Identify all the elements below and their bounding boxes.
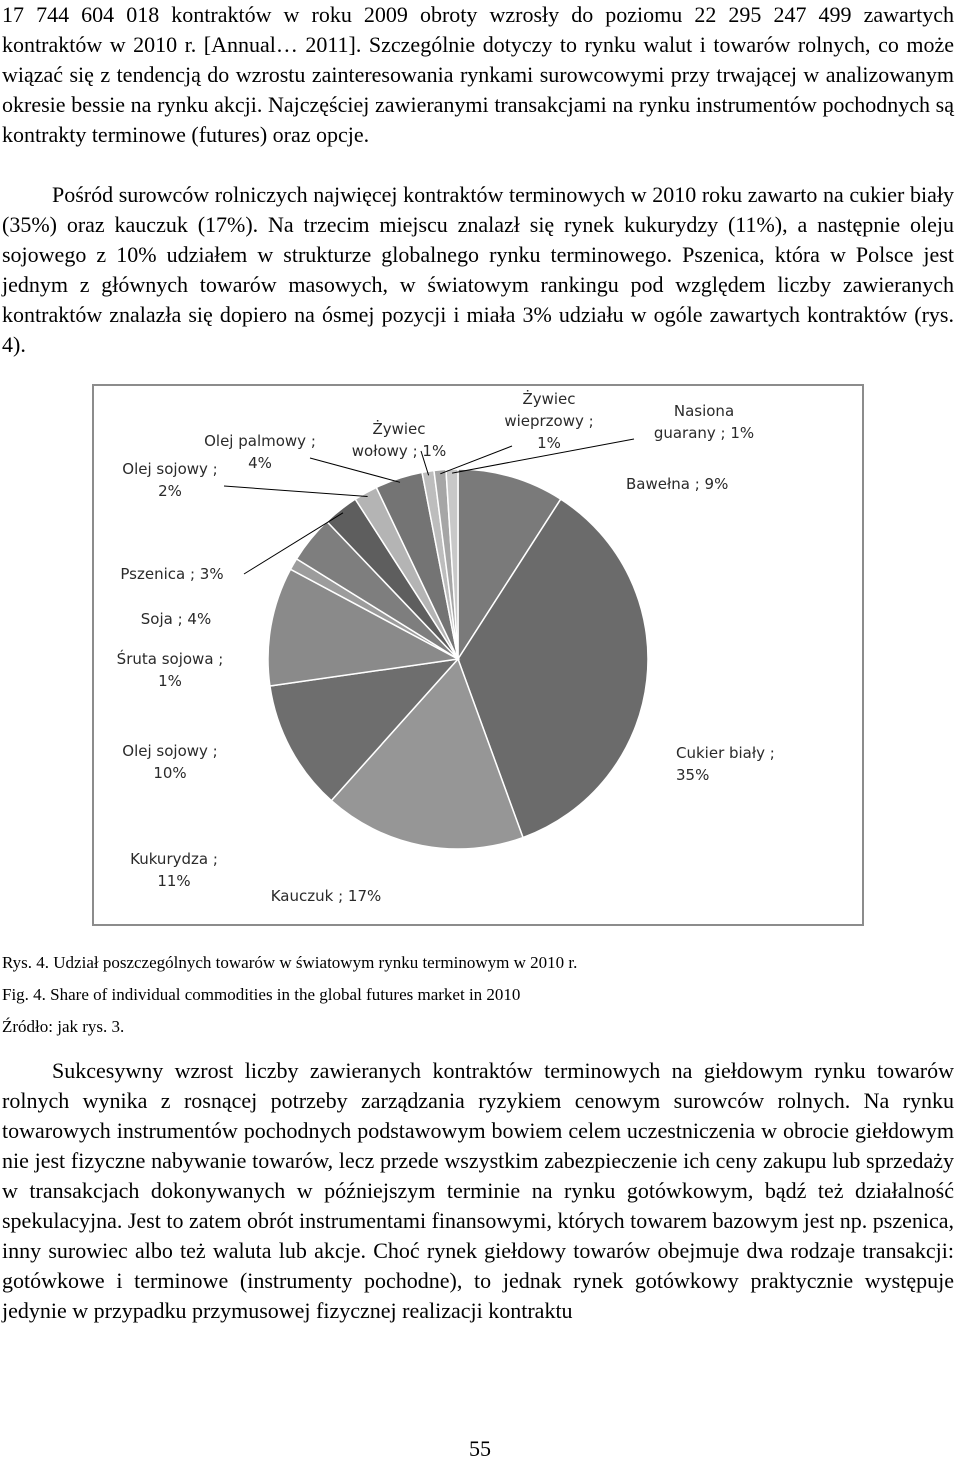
figure-caption-pl: Rys. 4. Udział poszczególnych towarów w światowym rynku terminowym w 2010 r. — [2, 953, 578, 972]
leader-line — [310, 458, 400, 482]
slice-label: Kukurydza ; 11% — [130, 850, 218, 890]
slice-label: Soja ; 4% — [140, 610, 212, 628]
slice-label: Bawełna ; 9% — [626, 475, 729, 493]
slice-label: Żywiec wołowy ; 1% — [351, 420, 447, 460]
slice-label: Olej sojowy ; 2% — [122, 460, 218, 500]
figure-source: Źródło: jak rys. 3. — [2, 1017, 125, 1036]
pie-chart — [94, 386, 862, 924]
leader-line — [224, 486, 368, 497]
page-number: 55 — [469, 1436, 491, 1461]
slice-label: Cukier biały ; 35% — [676, 744, 775, 784]
paragraph-2: Pośród surowców rolniczych najwięcej kontraktów terminowych w 2010 roku zawarto na cukier biały (35%) oraz kauczuk (17%). Na trzecim miejscu znalazł się rynek kukurydzy (11%), a następnie oleju sojowego z 10% udziałem w strukturze globalnego rynku terminowego. Pszenica, która w Polsce jest jednym z głównych towarów masowych, w światowym rankingu pod względem liczby zawieranych kontraktów znalazła się dopiero na ósmej pozycji i miała 3% udziału w ogóle zawartych kontraktów (rys. 4). — [2, 182, 954, 357]
slice-label: Śruta sojowa ; 1% — [116, 650, 224, 690]
slice-label: Olej sojowy ; 10% — [122, 742, 218, 782]
slice-label: Pszenica ; 3% — [120, 565, 224, 583]
pie-chart-figure — [92, 384, 864, 926]
paragraph-1: 17 744 604 018 kontraktów w roku 2009 obroty wzrosły do poziomu 22 295 247 499 zawartych kontraktów w 2010 r. [Annual… 2011]. Szczególnie dotyczy to rynku walut i towarów rolnych, co może wiązać się z tendencją do wzrostu zainteresowania rynkami surowcowymi przy trwającej w analizowanym okresie bessie na rynku akcji. Najczęściej zawieranymi transakcjami na rynku instrumentów pochodnych są kontrakty terminowe (futures) oraz opcje. — [2, 2, 954, 147]
slice-label: Kauczuk ; 17% — [270, 887, 382, 905]
paragraph-3: Sukcesywny wzrost liczby zawieranych kontraktów terminowych na giełdowym rynku towarów rolnych wynika z rosnącej potrzeby zarządzania ryzykiem cenowym surowców rolnych. Na rynku towarowych instrumentów pochodnych podstawowym bowiem celem uczestniczenia w obrocie giełdowym nie jest fizyczne nabywanie towarów, lecz przede wszystkim zabezpieczenie ich ceny zakupu lub sprzedaży w transakcjach dokonywanych w późniejszym terminie na rynku gotówkowym, bądź też działalność spekulacyjna. Jest to zatem obrót instrumentami finansowymi, których towarem bazowym jest np. pszenica, inny surowiec albo też waluta lub akcje. Choć rynek giełdowy towarów obejmuje dwa rodzaje transakcji: gotówkowe i terminowe (instrumenty pochodne), to jednak rynek gotówkowy praktycznie występuje jedynie w przypadku przymusowej fizycznej realizacji kontraktu — [2, 1058, 954, 1323]
figure-caption-en: Fig. 4. Share of individual commodities in the global futures market in 2010 — [2, 985, 521, 1004]
slice-label: Olej palmowy ; 4% — [204, 432, 316, 472]
slice-label: Nasiona guarany ; 1% — [653, 402, 755, 442]
slice-label: Żywiec wieprzowy ; 1% — [504, 390, 594, 452]
